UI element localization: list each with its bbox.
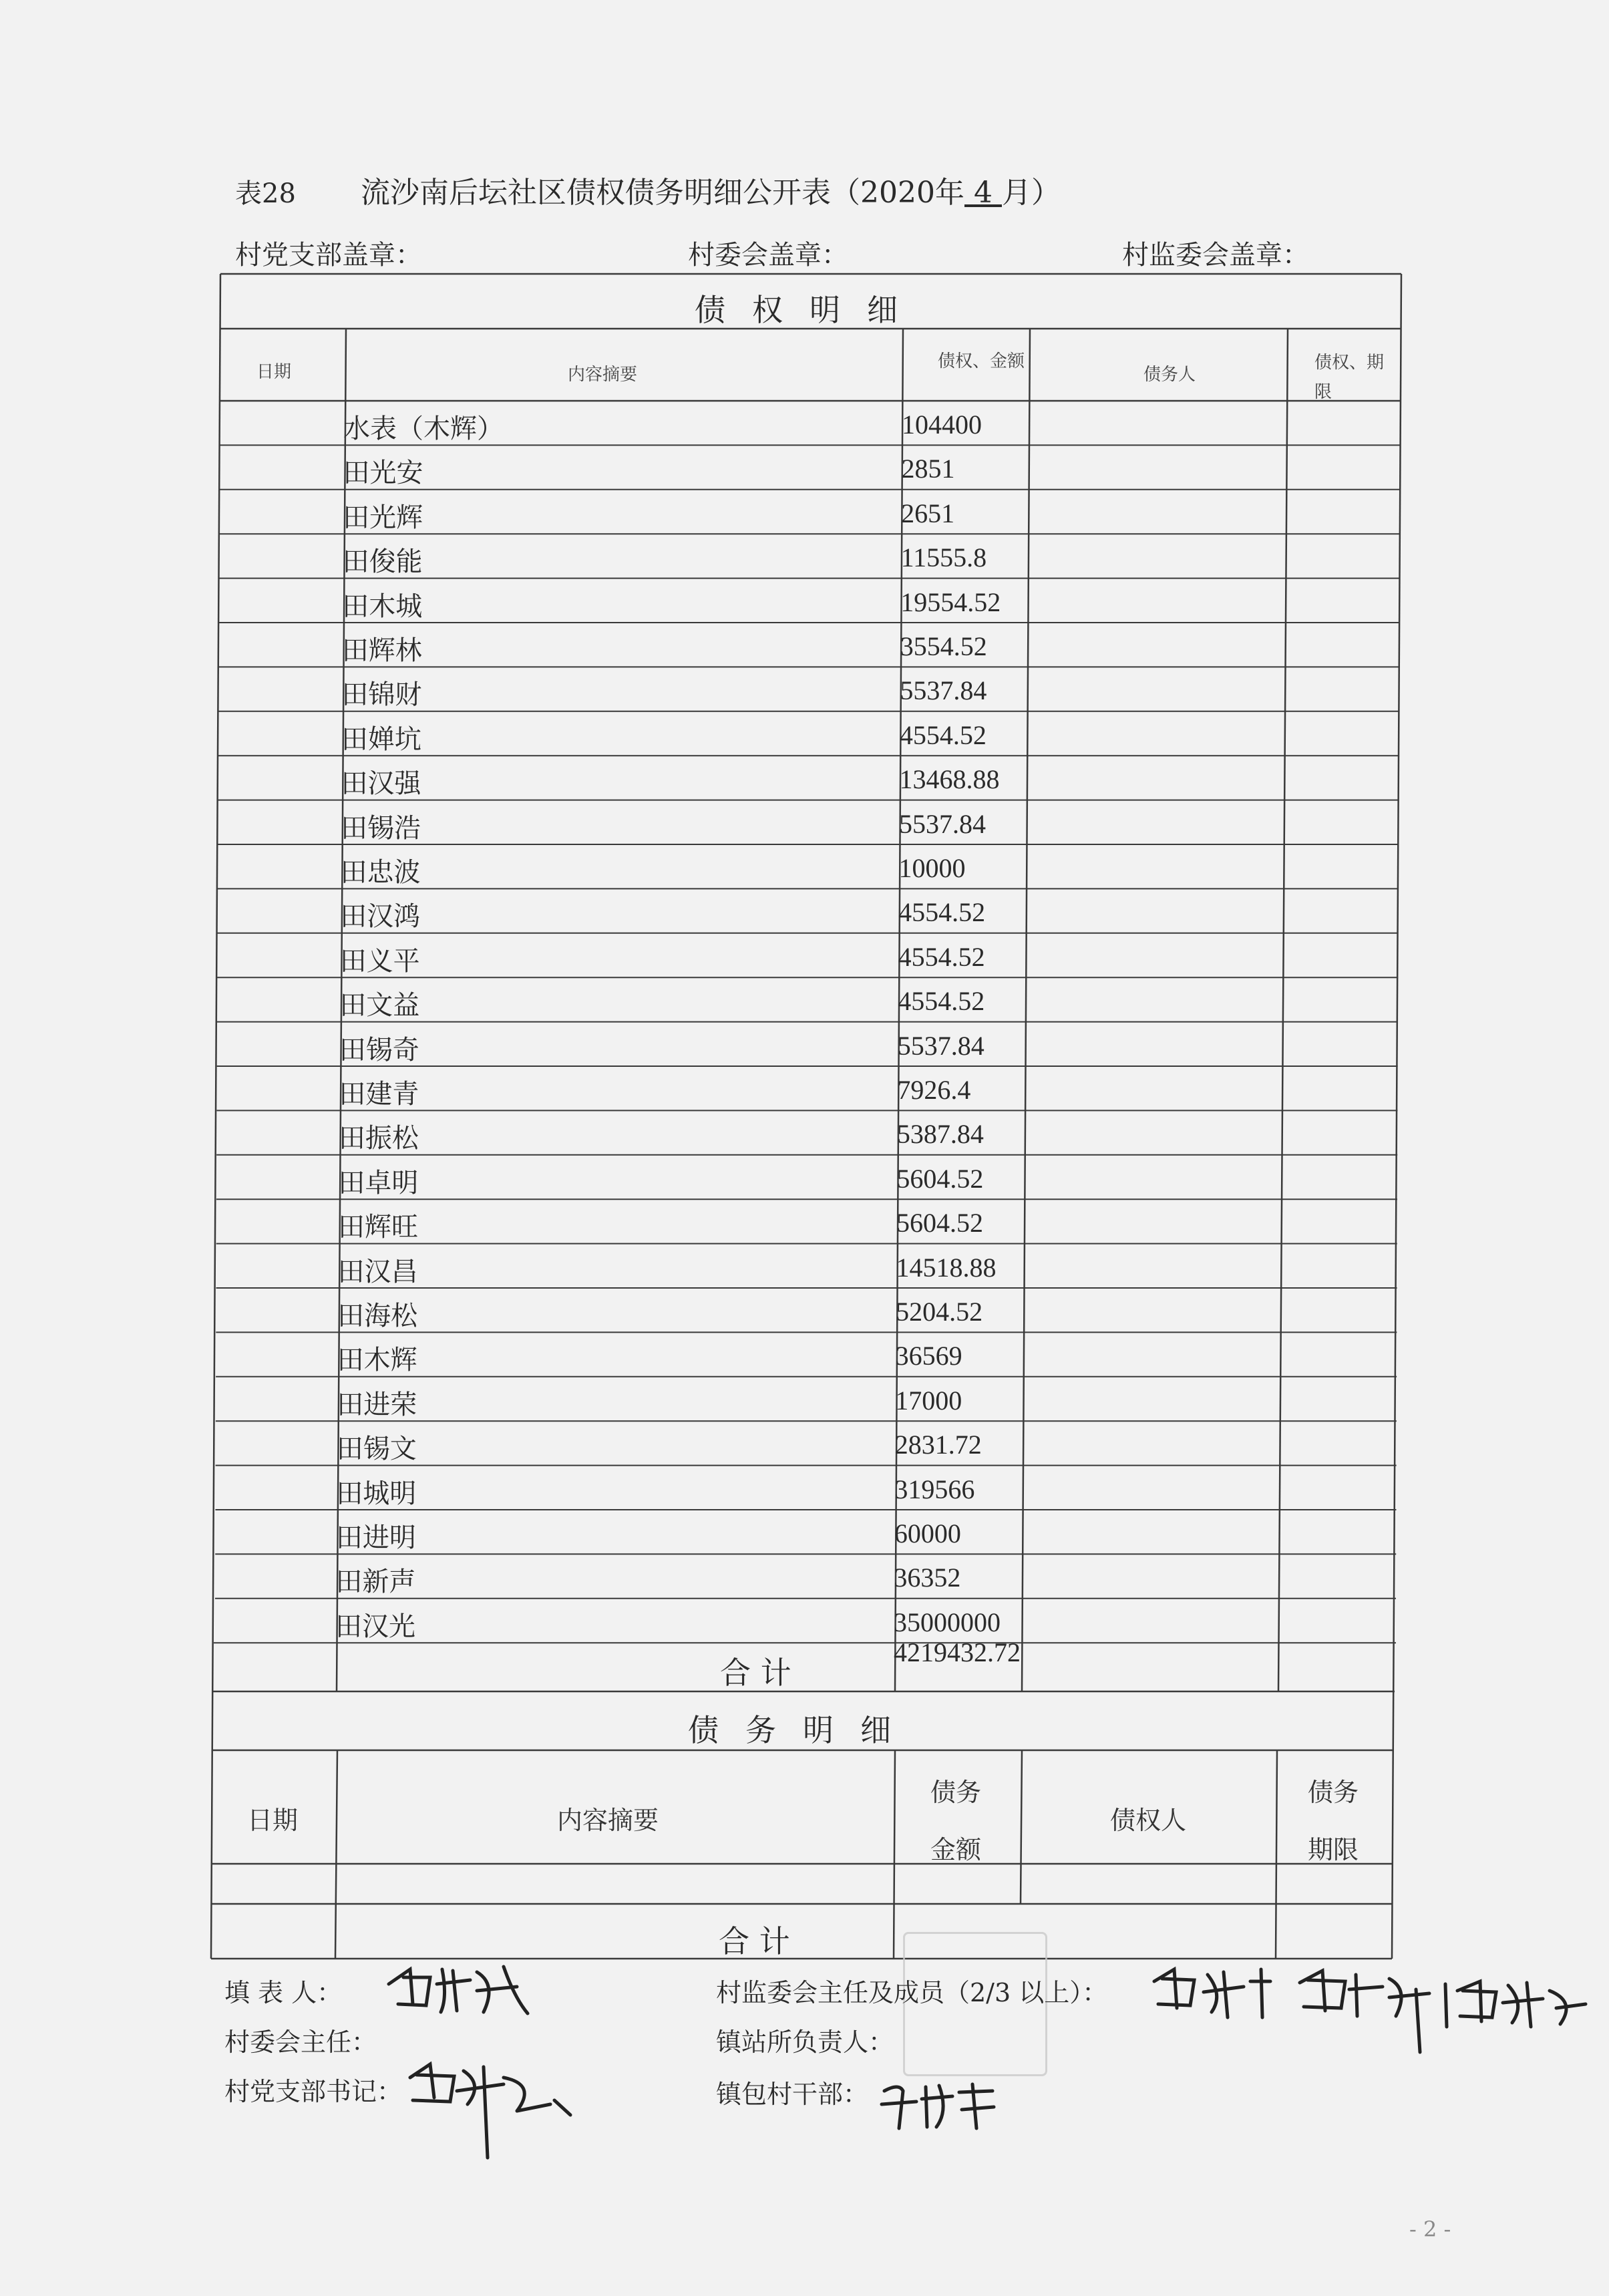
credit-row-name: 田光安 [343,458,423,489]
credit-row-amount: 5537.84 [900,675,987,706]
credit-row-name: 水表（木辉） [343,414,504,444]
credit-row-name: 田汉光 [335,1611,415,1642]
credit-row-amount: 5537.84 [898,808,986,839]
credit-row-amount: 104400 [902,409,982,440]
debt-col-term-1: 债务 [1308,1778,1359,1807]
credit-row-name: 田建青 [339,1079,419,1110]
page-title [361,168,1061,211]
signature-town-cadre [879,2078,999,2134]
credit-row-amount: 5604.52 [896,1163,984,1194]
debt-col-term-2: 期限 [1308,1835,1359,1864]
credit-row-amount: 2651 [901,498,955,528]
credit-row-amount: 13468.88 [899,764,1000,795]
credit-row-amount: 2831.72 [894,1430,982,1460]
col-credit-term-2: 限 [1314,382,1332,402]
credit-row-name: 田俊能 [342,546,423,578]
station-head-label: 镇站所负责人： [716,2027,894,2057]
credit-row-name: 田汉昌 [337,1256,418,1287]
col-date: 日期 [256,362,292,382]
credit-row-amount: 5537.84 [897,1030,985,1061]
credit-row-amount: 5604.52 [896,1208,983,1239]
table-number: 表28 [235,178,296,209]
signature-preparer [383,1957,544,2020]
credit-row-name: 田文益 [339,990,420,1021]
village-committee-stamp-label: 村委会盖章： [688,240,848,271]
credit-row-amount: 19554.52 [900,587,1001,617]
credit-row-name: 田卓明 [338,1167,419,1198]
credit-row-name: 田木城 [342,591,423,622]
credit-row-name: 田忠波 [340,857,421,888]
committee-director-label: 村委会主任： [224,2027,377,2057]
credit-row-amount: 4554.52 [898,897,986,928]
debt-col-amount-1: 债务 [930,1778,982,1807]
credit-section-title: 债权明细 [695,292,924,328]
credit-row-amount: 36352 [894,1563,961,1593]
credit-row-amount: 2851 [901,454,955,484]
credit-row-name: 田汉强 [341,768,421,800]
supervisory-committee-stamp-label: 村监委会盖章： [1122,240,1309,271]
credit-row-amount: 5204.52 [896,1297,983,1327]
signature-supervisory-2 [1296,1963,1436,2059]
signature-party-secretary [403,2058,577,2167]
credit-row-amount: 35000000 [893,1607,1001,1637]
credit-row-name: 田进荣 [337,1389,417,1420]
debt-section-title: 债务明细 [688,1712,918,1748]
credit-row-name: 田义平 [339,945,420,977]
credit-row-name: 田新声 [335,1567,416,1598]
credit-row-name: 田锡奇 [339,1034,419,1065]
credit-row-name: 田锦财 [341,679,422,711]
col-debtor: 债务人 [1143,365,1196,385]
title-main: 流沙南后坛社区债权债务明细公开表（2020年 [361,176,964,210]
credit-row-name: 田锡浩 [340,812,421,844]
debt-total-label: 合 计 [719,1923,790,1959]
credit-row-amount: 319566 [894,1474,975,1504]
credit-row-name: 田城明 [336,1478,417,1509]
credit-row-name: 田汉鸿 [340,901,421,933]
credit-row-amount: 4554.52 [898,941,985,972]
credit-total-amount: 4219432.72 [894,1637,1021,1667]
credit-row-amount: 36569 [895,1341,962,1371]
credit-row-amount: 4554.52 [898,986,985,1017]
credit-row-amount: 11555.8 [900,542,987,573]
credit-row-name: 田海松 [337,1301,418,1331]
debt-col-date: 日期 [247,1806,299,1835]
debt-col-amount-2: 金额 [930,1835,982,1864]
credit-row-name: 田进明 [335,1522,416,1553]
title-month: 4 [973,176,993,210]
preparer-label: 填 表 人： [224,1978,343,2007]
signature-supervisory-3 [1443,1971,1590,2033]
title-end: 月） [1001,176,1061,210]
credit-row-name: 田锡文 [336,1434,417,1465]
credit-row-name: 田辉林 [341,635,422,666]
credit-row-amount: 7926.4 [897,1075,971,1105]
debt-col-creditor: 债权人 [1110,1806,1187,1835]
debt-col-summary: 内容摘要 [557,1806,659,1835]
credit-row-name: 田辉旺 [337,1212,418,1243]
town-cadre-label: 镇包村干部： [716,2080,869,2109]
credit-row-amount: 4554.52 [899,719,987,750]
credit-total-label: 合 计 [720,1655,791,1691]
credit-row-amount: 3554.52 [900,631,987,661]
credit-row-amount: 14518.88 [896,1252,997,1283]
signature-supervisory-1 [1150,1961,1277,2024]
col-credit-term-1: 债权、期 [1314,353,1385,373]
credit-row-name: 田振松 [338,1123,419,1154]
supervisory-committee-label: 村监委会主任及成员（2/3 以上）： [716,1978,1108,2007]
credit-row-amount: 17000 [895,1385,962,1416]
credit-row-name: 田木辉 [337,1345,417,1376]
credit-row-amount: 60000 [894,1518,961,1548]
party-secretary-label: 村党支部书记： [224,2077,403,2106]
credit-row-amount: 10000 [898,853,966,883]
credit-row-name: 田婵坑 [341,723,421,755]
page-number: - 2 - [1409,2217,1451,2242]
col-credit-amount: 债权、金额 [938,351,1025,371]
credit-row-amount: 5387.84 [896,1119,984,1150]
credit-row-name: 田光辉 [343,502,423,533]
party-branch-stamp-label: 村党支部盖章： [235,240,422,271]
col-summary: 内容摘要 [568,365,638,385]
